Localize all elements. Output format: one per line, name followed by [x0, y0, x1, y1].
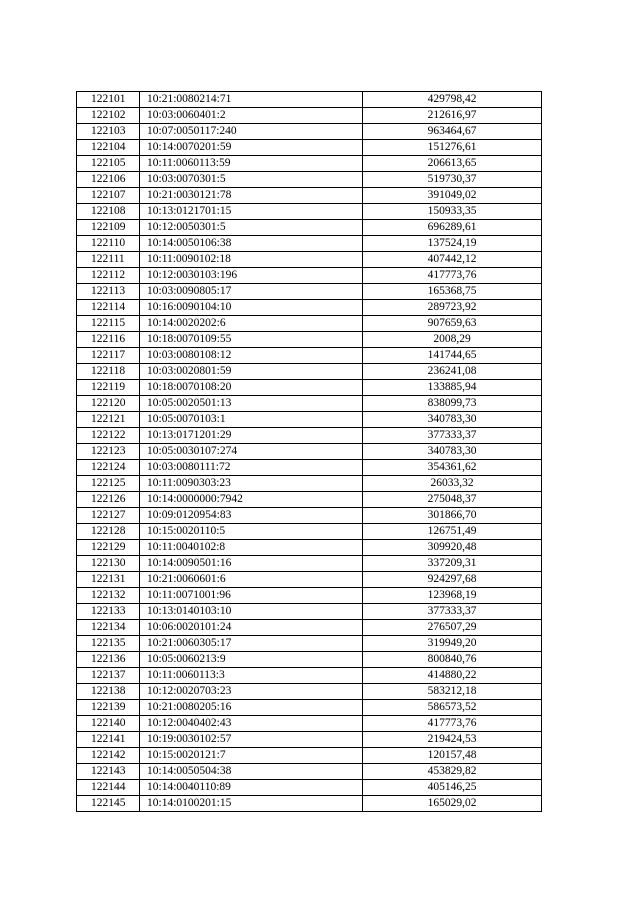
row-id-cell: 122144: [77, 780, 140, 796]
row-id-cell: 122142: [77, 748, 140, 764]
row-id-cell: 122135: [77, 636, 140, 652]
table-row: [77, 444, 542, 460]
amount-cell: 212616,97: [363, 108, 542, 124]
cadastral-number-cell: 10:21:0030121:78: [140, 188, 363, 204]
amount-cell: 453829,82: [363, 764, 542, 780]
row-id-cell: 122133: [77, 604, 140, 620]
table-row: [77, 220, 542, 236]
amount-cell: 417773,76: [363, 716, 542, 732]
cadastral-number-cell: 10:03:0060401:2: [140, 108, 363, 124]
amount-cell: 377333,37: [363, 428, 542, 444]
amount-cell: 319949,20: [363, 636, 542, 652]
row-id-cell: 122112: [77, 268, 140, 284]
row-id-cell: 122131: [77, 572, 140, 588]
row-id-cell: 122134: [77, 620, 140, 636]
table-row: [77, 716, 542, 732]
row-id-cell: 122105: [77, 156, 140, 172]
table-row: [77, 364, 542, 380]
cadastral-number-cell: 10:05:0030107:274: [140, 444, 363, 460]
amount-cell: 120157,48: [363, 748, 542, 764]
cadastral-number-cell: 10:05:0060213:9: [140, 652, 363, 668]
row-id-cell: 122107: [77, 188, 140, 204]
amount-cell: 924297,68: [363, 572, 542, 588]
amount-cell: 289723,92: [363, 300, 542, 316]
amount-cell: 907659,63: [363, 316, 542, 332]
row-id-cell: 122108: [77, 204, 140, 220]
table-row: [77, 524, 542, 540]
cadastral-number-cell: 10:09:0120954:83: [140, 508, 363, 524]
table-row: [77, 476, 542, 492]
row-id-cell: 122118: [77, 364, 140, 380]
row-id-cell: 122104: [77, 140, 140, 156]
cadastral-number-cell: 10:11:0071001:96: [140, 588, 363, 604]
row-id-cell: 122123: [77, 444, 140, 460]
cadastral-number-cell: 10:11:0060113:3: [140, 668, 363, 684]
table-row: [77, 700, 542, 716]
cadastral-number-cell: 10:12:0020703:23: [140, 684, 363, 700]
table-row: [77, 588, 542, 604]
cadastral-number-cell: 10:05:0020501:13: [140, 396, 363, 412]
amount-cell: 301866,70: [363, 508, 542, 524]
cadastral-number-cell: 10:15:0020110:5: [140, 524, 363, 540]
table-row: [77, 252, 542, 268]
row-id-cell: 122129: [77, 540, 140, 556]
table-row: [77, 604, 542, 620]
cadastral-number-cell: 10:15:0020121:7: [140, 748, 363, 764]
table-row: [77, 348, 542, 364]
table-row: [77, 540, 542, 556]
cadastral-number-cell: 10:11:0090102:18: [140, 252, 363, 268]
amount-cell: 377333,37: [363, 604, 542, 620]
table-row: [77, 284, 542, 300]
row-id-cell: 122130: [77, 556, 140, 572]
cadastral-number-cell: 10:11:0060113:59: [140, 156, 363, 172]
row-id-cell: 122120: [77, 396, 140, 412]
cadastral-number-cell: 10:03:0070301:5: [140, 172, 363, 188]
amount-cell: 429798,42: [363, 92, 542, 108]
amount-cell: 165029,02: [363, 796, 542, 812]
amount-cell: 26033,32: [363, 476, 542, 492]
cadastral-number-cell: 10:21:0060601:6: [140, 572, 363, 588]
amount-cell: 696289,61: [363, 220, 542, 236]
row-id-cell: 122143: [77, 764, 140, 780]
cadastral-number-cell: 10:14:0070201:59: [140, 140, 363, 156]
row-id-cell: 122109: [77, 220, 140, 236]
amount-cell: 309920,48: [363, 540, 542, 556]
cadastral-number-cell: 10:21:0080205:16: [140, 700, 363, 716]
cadastral-number-cell: 10:13:0140103:10: [140, 604, 363, 620]
cadastral-number-cell: 10:05:0070103:1: [140, 412, 363, 428]
row-id-cell: 122128: [77, 524, 140, 540]
table-row: [77, 652, 542, 668]
amount-cell: 354361,62: [363, 460, 542, 476]
amount-cell: 405146,25: [363, 780, 542, 796]
table-row: [77, 620, 542, 636]
cadastral-number-cell: 10:12:0030103:196: [140, 268, 363, 284]
cadastral-number-cell: 10:12:0040402:43: [140, 716, 363, 732]
table-row: [77, 204, 542, 220]
row-id-cell: 122125: [77, 476, 140, 492]
table-row: [77, 764, 542, 780]
table-row: [77, 796, 542, 812]
row-id-cell: 122119: [77, 380, 140, 396]
table-row: [77, 412, 542, 428]
table-row: [77, 684, 542, 700]
cadastral-number-cell: 10:18:0070109:55: [140, 332, 363, 348]
cadastral-number-cell: 10:14:0050106:38: [140, 236, 363, 252]
amount-cell: 276507,29: [363, 620, 542, 636]
row-id-cell: 122122: [77, 428, 140, 444]
amount-cell: 137524,19: [363, 236, 542, 252]
table-row: [77, 732, 542, 748]
amount-cell: 165368,75: [363, 284, 542, 300]
row-id-cell: 122137: [77, 668, 140, 684]
amount-cell: 838099,73: [363, 396, 542, 412]
row-id-cell: 122141: [77, 732, 140, 748]
row-id-cell: 122127: [77, 508, 140, 524]
table-row: [77, 428, 542, 444]
amount-cell: 236241,08: [363, 364, 542, 380]
table-row: [77, 108, 542, 124]
table-row: [77, 556, 542, 572]
amount-cell: 151276,61: [363, 140, 542, 156]
cadastral-number-cell: 10:14:0040110:89: [140, 780, 363, 796]
cadastral-number-cell: 10:18:0070108:20: [140, 380, 363, 396]
row-id-cell: 122114: [77, 300, 140, 316]
amount-cell: 586573,52: [363, 700, 542, 716]
amount-cell: 414880,22: [363, 668, 542, 684]
amount-cell: 126751,49: [363, 524, 542, 540]
row-id-cell: 122138: [77, 684, 140, 700]
amount-cell: 2008,29: [363, 332, 542, 348]
amount-cell: 583212,18: [363, 684, 542, 700]
cadastral-number-cell: 10:11:0090303:23: [140, 476, 363, 492]
table-row: [77, 92, 542, 108]
row-id-cell: 122102: [77, 108, 140, 124]
amount-cell: 407442,12: [363, 252, 542, 268]
table-row: [77, 492, 542, 508]
cadastral-number-cell: 10:14:0100201:15: [140, 796, 363, 812]
cadastral-number-cell: 10:21:0060305:17: [140, 636, 363, 652]
cadastral-number-cell: 10:03:0020801:59: [140, 364, 363, 380]
table-row: [77, 140, 542, 156]
amount-cell: 340783,30: [363, 412, 542, 428]
table-row: [77, 300, 542, 316]
row-id-cell: 122145: [77, 796, 140, 812]
cadastral-number-cell: 10:03:0080108:12: [140, 348, 363, 364]
cadastral-number-cell: 10:03:0080111:72: [140, 460, 363, 476]
data-table: [76, 91, 542, 812]
table-row: [77, 636, 542, 652]
row-id-cell: 122106: [77, 172, 140, 188]
row-id-cell: 122115: [77, 316, 140, 332]
cadastral-number-cell: 10:14:0090501:16: [140, 556, 363, 572]
amount-cell: 391049,02: [363, 188, 542, 204]
cadastral-number-cell: 10:06:0020101:24: [140, 620, 363, 636]
cadastral-number-cell: 10:16:0090104:10: [140, 300, 363, 316]
cadastral-number-cell: 10:21:0080214:71: [140, 92, 363, 108]
row-id-cell: 122110: [77, 236, 140, 252]
table-body: [77, 92, 542, 812]
table-row: [77, 172, 542, 188]
cadastral-number-cell: 10:11:0040102:8: [140, 540, 363, 556]
row-id-cell: 122117: [77, 348, 140, 364]
table-row: [77, 236, 542, 252]
table-row: [77, 332, 542, 348]
table-row: [77, 268, 542, 284]
table-row: [77, 316, 542, 332]
amount-cell: 337209,31: [363, 556, 542, 572]
table-row: [77, 124, 542, 140]
table-row: [77, 460, 542, 476]
table-row: [77, 380, 542, 396]
row-id-cell: 122113: [77, 284, 140, 300]
table-row: [77, 572, 542, 588]
cadastral-number-cell: 10:13:0121701:15: [140, 204, 363, 220]
amount-cell: 519730,37: [363, 172, 542, 188]
cadastral-number-cell: 10:07:0050117:240: [140, 124, 363, 140]
cadastral-number-cell: 10:03:0090805:17: [140, 284, 363, 300]
amount-cell: 133885,94: [363, 380, 542, 396]
amount-cell: 963464,67: [363, 124, 542, 140]
amount-cell: 275048,37: [363, 492, 542, 508]
amount-cell: 417773,76: [363, 268, 542, 284]
row-id-cell: 122101: [77, 92, 140, 108]
table-row: [77, 780, 542, 796]
cadastral-number-cell: 10:14:0050504:38: [140, 764, 363, 780]
row-id-cell: 122126: [77, 492, 140, 508]
row-id-cell: 122132: [77, 588, 140, 604]
row-id-cell: 122124: [77, 460, 140, 476]
table-row: [77, 188, 542, 204]
row-id-cell: 122111: [77, 252, 140, 268]
row-id-cell: 122121: [77, 412, 140, 428]
table-row: [77, 508, 542, 524]
amount-cell: 150933,35: [363, 204, 542, 220]
cadastral-number-cell: 10:14:0020202:6: [140, 316, 363, 332]
cadastral-number-cell: 10:13:0171201:29: [140, 428, 363, 444]
amount-cell: 340783,30: [363, 444, 542, 460]
row-id-cell: 122139: [77, 700, 140, 716]
row-id-cell: 122136: [77, 652, 140, 668]
amount-cell: 141744,65: [363, 348, 542, 364]
amount-cell: 219424,53: [363, 732, 542, 748]
amount-cell: 123968,19: [363, 588, 542, 604]
table-row: [77, 668, 542, 684]
cadastral-number-cell: 10:12:0050301:5: [140, 220, 363, 236]
amount-cell: 206613,65: [363, 156, 542, 172]
cadastral-number-cell: 10:14:0000000:7942: [140, 492, 363, 508]
table-row: [77, 748, 542, 764]
cadastral-number-cell: 10:19:0030102:57: [140, 732, 363, 748]
row-id-cell: 122116: [77, 332, 140, 348]
row-id-cell: 122140: [77, 716, 140, 732]
amount-cell: 800840,76: [363, 652, 542, 668]
table-row: [77, 156, 542, 172]
table-row: [77, 396, 542, 412]
row-id-cell: 122103: [77, 124, 140, 140]
